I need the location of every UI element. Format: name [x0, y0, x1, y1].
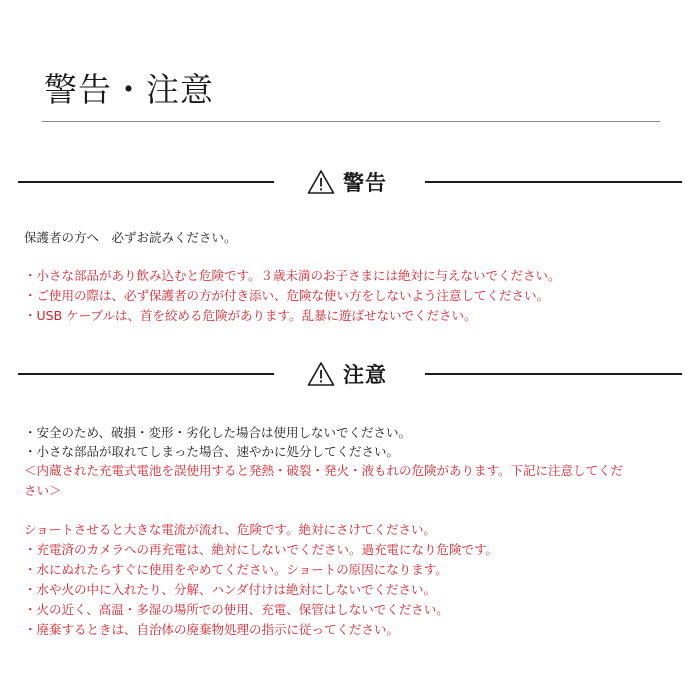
header-rule-left — [18, 373, 274, 375]
warning-item: ・USB ケーブルは、首を絞める危険があります。乱暴に遊ばせないでください。 — [24, 308, 477, 323]
caution-heading: 注意 — [343, 363, 387, 387]
header-rule-left — [18, 181, 274, 183]
warning-intro: 保護者の方へ 必ずお読みください。 — [24, 230, 237, 245]
battery-item: ・廃棄するときは、自治体の廃棄物処理の指示に従ってください。 — [24, 622, 400, 637]
header-rule-right — [425, 373, 682, 375]
warning-triangle-icon — [307, 361, 335, 387]
battery-item: ・充電済のカメラへの再充電は、絶対にしないでください。過充電になり危険です。 — [24, 542, 499, 557]
title-divider — [42, 121, 660, 122]
caution-item: ・安全のため、破損・変形・劣化した場合は使用しないでください。 — [24, 425, 412, 440]
battery-item: ・火の近く、高温・多湿の場所での使用、充電、保管はしないでください。 — [24, 602, 449, 617]
caution-section-header — [0, 354, 700, 394]
warning-section-header — [0, 162, 700, 202]
caution-item: ・小さな部品が取れてしまった場合、速やかに処分してください。 — [24, 444, 400, 459]
battery-notice-line: さい＞ — [24, 483, 62, 498]
warning-heading: 警告 — [343, 171, 387, 195]
battery-item: ショートさせると大きな電流が流れ、危険です。絶対にさけてください。 — [24, 522, 437, 537]
battery-item: ・水や火の中に入れたり、分解、ハンダ付けは絶対にしないでください。 — [24, 582, 437, 597]
warning-item: ・ご使用の際は、必ず保護者の方が付き添い、危険な使い方をしないよう注意してください。 — [24, 288, 550, 303]
battery-notice-line: ＜内蔵された充電式電池を誤使用すると発熱・破裂・発火・液もれの危険があります。下記に注意してくだ — [24, 463, 624, 478]
page-title: 警告・注意 — [44, 70, 214, 109]
warning-triangle-icon — [307, 169, 335, 195]
warning-item: ・小さな部品があり飲み込むと危険です。３歳未満のお子さまには絶対に与えないでください。 — [24, 268, 561, 283]
battery-item: ・水にぬれたらすぐに使用をやめてください。ショートの原因になります。 — [24, 562, 448, 577]
header-rule-right — [425, 181, 682, 183]
